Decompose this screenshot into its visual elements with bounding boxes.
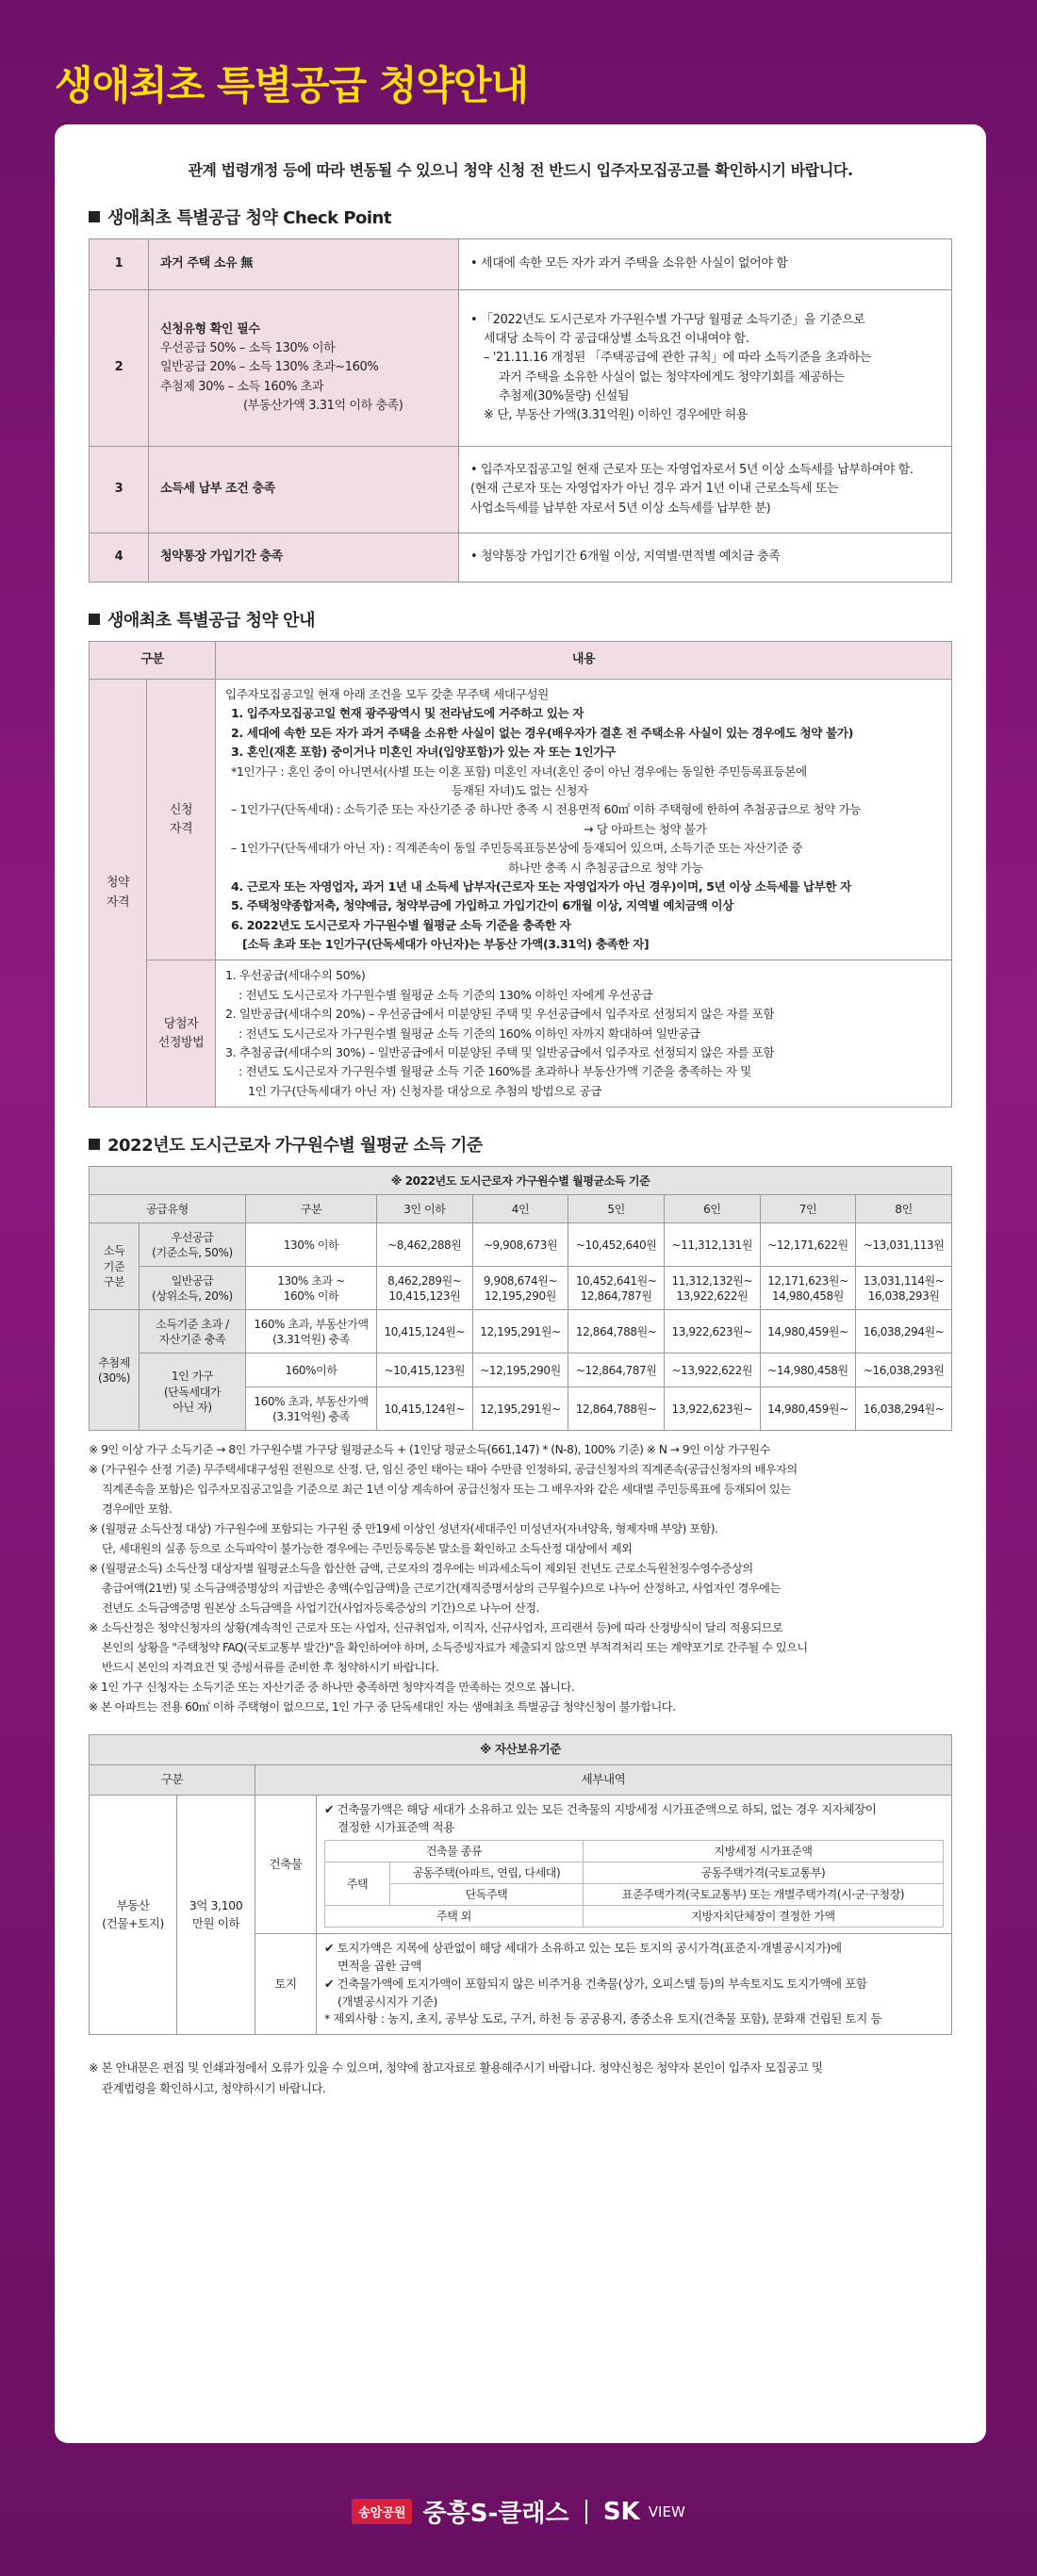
- asset-table: ※ 자산보유기준 구분 세부내역 부동산 (건물+토지) 3억 3,100 만원 이하 건축물 ✔ 건축물가액은 해당 세대가 소유하고 있는 모든 건축물의 지방세정 시가표준액으로 하되, 없는 경우 지자체장이 결정한 시가표준액 적용 건축물 종류 지방세정 시가표준액 주택 공동주택(아파트, 연립, 다세대) 공동주택가격(국토교통부) 단독주택 표준주택가격(국토교통부) 또는 개별주택가격(시·군·구청장) 주택 외 지방자치단체장이 결정한 가액 토지 ✔ 토지가액은 지목에 상관없이 해당 세대가 소유하고 있는 모든 토지의 공시가격(표준지·개별공시지가)에 면적을 곱한 금액 ✔ 건축물가액에 토지가액이 포함되지 않은 비주거용 건축물(상가, 오피스텔 등)의 부속토지도 토지가액에 포함 (개별공시지가 기준) * 제외사항 : 농지, 초지, 공부상 도로, 구거, 하천 등 공공용지, 종중소유 토지(건축물 포함), 문화재 건립된 토지 등: [89, 1734, 952, 2035]
- brand-logo: [0, 2494, 1037, 2529]
- section-heading-guide: 생애최초 특별공급 청약 안내: [55, 607, 986, 632]
- view-logo: VIEW: [648, 2502, 685, 2520]
- building-price-table: 건축물 종류 지방세정 시가표준액 주택 공동주택(아파트, 연립, 다세대) 공동주택가격(국토교통부) 단독주택 표준주택가격(국토교통부) 또는 개별주택가격(시·군·구청장) 주택 외 지방자치단체장이 결정한 가액: [324, 1840, 944, 1928]
- section-heading-income: 2022년도 도시근로자 가구원수별 월평균 소득 기준: [55, 1132, 986, 1157]
- page-title: 생애최초 특별공급 청약안내: [55, 62, 529, 108]
- brand-badge: 송암공원: [352, 2499, 412, 2524]
- checkpoint-table: [89, 238, 952, 582]
- square-bullet-icon: [89, 211, 100, 222]
- table-row: 3 소득세 납부 조건 충족 • 입주자모집공고일 현재 근로자 또는 자영업자로서 5년 이상 소득세를 납부하여야 함. (현재 근로자 또는 자영업자가 아닌 경우 과거 1년 이내 근로소득세 또는 사업소득세를 납부한 자로서 5년 이상 소득세를 납부한 분): [90, 447, 952, 533]
- content-card: [55, 124, 986, 2443]
- guide-table: 구분 내용 청약 자격 신청 자격 입주자모집공고일 현재 아래 조건을 모두 갖춘 무주택 세대구성원 1. 입주자모집공고일 현재 광주광역시 및 전라남도에 거주하고 있는 자 2. 세대에 속한 모든 자가 과거 주택을 소유한 사실이 없는 경우(배우자가 결혼 전 주택소유 사실이 있는 경우에도 청약 불가) 3. 혼인(재혼 포함) 중이거나 미혼인 자녀(입양포함)가 있는 자 또는 1인가구 *1인가구 : 혼인 중이 아니면서(사별 또는 이혼 포함) 미혼인 자녀(혼인 중이 아닌 경우에는 동일한 주민등록표등본에 등재된 자녀)도 없는 신청자 – 1인가구(단독세대) : 소득기준 또는 자산기준 중 하나만 충족 시 전용면적 60㎡ 이하 주택형에 한하여 추첨공급으로 청약 가능 → 당 아파트는 청약 불가 – 1인가구(단독세대가 아닌 자) : 직계존속이 동일 주민등록표등본상에 등재되어 있으며, 소득기준 또는 자산기준 중 하나만 충족 시 추첨공급으로 청약 가능 4. 근로자 또는 자영업자, 과거 1년 내 소득세 납부자(근로자 또는 자영업자가 아닌 경우)이며, 5년 이상 소득세를 납부한 자 5. 주택청약종합저축, 청약예금, 청약부금에 가입하고 가입기간이 6개월 이상, 지역별 예치금액 이상 6. 2022년도 도시근로자 가구원수별 월평균 소득 기준을 충족한 자 [소득 초과 또는 1인가구(단독세대가 아닌자)는 부동산 가액(3.31억) 충족한 자] 당첨자 선정방법 1. 우선공급(세대수의 50%) : 전년도 도시근로자 가구원수별 월평균 소득 기준의 130% 이하인 자에게 우선공급 2. 일반공급(세대수의 20%) – 우선공급에서 미분양된 주택 및 우선공급에서 입주자로 선정되지 않은 자를 포함 : 전년도 도시근로자 가구원수별 월평균 소득 기준의 160% 이하인 자까지 확대하여 일반공급 3. 추첨공급(세대수의 30%) – 일반공급에서 미분양된 주택 및 일반공급에서 입주자로 선정되지 않은 자를 포함 : 전년도 도시근로자 가구원수별 월평균 소득 기준 160%를 초과하나 부동산가액 기준을 충족하는 자 및 1인 가구(단독세대가 아닌 자) 신청자를 대상으로 추첨의 방법으로 공급: [89, 641, 952, 1108]
- square-bullet-icon: [89, 614, 100, 625]
- table-row: 4 청약통장 가입기간 충족 • 청약통장 가입기간 6개월 이상, 지역별·면적별 예치금 충족: [90, 533, 952, 582]
- income-notes: ※ 9인 이상 가구 소득기준 → 8인 가구원수별 가구당 월평균소득 + (1인당 평균소득(661,147) * (N-8), 100% 기준) ※ N → 9인 이상 가구원수 ※ (가구원수 산정 기준) 무주택세대구성원 전원으로 산정. 단, 임신 중인 태아는 태아 수만큼 인정하되, 공급신청자의 직계존속(공급신청자의 배우자의 직계존속을 포함)은 입주자모집공고일을 기준으로 최근 1년 이상 계속하여 공급신청자 또는 그 배우자와 같은 세대별 주민등록표에 등재되어 있는 경우에만 포함. ※ (월평균 소득산정 대상) 가구원수에 포함되는 가구원 중 만19세 이상인 성년자(세대주인 미성년자(자녀양육, 형제자매 부양) 포함). 단, 세대원의 실종 등으로 소득파악이 불가능한 경우에는 주민등록등본 말소를 확인하고 소득산정 대상에서 제외 ※ (월평균소득) 소득산정 대상자별 월평균소득을 합산한 금액, 근로자의 경우에는 비과세소득이 제외된 전년도 근로소득원천징수영수증상의 총급여액(21번) 및 소득금액증명상의 지급받은 총액(수입금액)을 근로기간(재직증명서상의 근무월수)으로 나누어 산정하고, 사업자인 경우에는 전년도 소득금액증명 원본상 소득금액을 사업기간(사업자등록증상의 기간)으로 나누어 산정. ※ 소득산정은 청약신청자의 상황(계속적인 근로자 또는 사업자, 신규취업자, 이직자, 신규사업자, 프리랜서 등)에 따라 산정방식이 달리 적용되므로 본인의 상황을 "주택청약 FAQ(국토교통부 발간)"을 확인하여야 하며, 소득증빙자료가 제출되지 않으면 부적격처리 또는 계약포기로 간주될 수 있으니 반드시 본인의 자격요건 및 증빙서류를 준비한 후 청약하시기 바랍니다. ※ 1인 가구 신청자는 소득기준 또는 자산기준 중 하나만 충족하면 청약자격을 만족하는 것으로 봅니다. ※ 본 아파트는 전용 60㎡ 이하 주택형이 없으므로, 1인 가구 중 단독세대인 자는 생애최초 특별공급 청약신청이 불가합니다.: [89, 1443, 808, 1714]
- table-row: 1 과거 주택 소유 無 • 세대에 속한 모든 자가 과거 주택을 소유한 사실이 없어야 함: [90, 239, 952, 290]
- sk-logo: SK: [602, 2497, 640, 2526]
- brand-name: 중흥S-클래스: [422, 2500, 569, 2528]
- square-bullet-icon: [89, 1139, 100, 1150]
- section-heading-check: 생애최초 특별공급 청약 Check Point: [55, 205, 986, 229]
- logo-divider: [585, 2500, 587, 2524]
- footnote: ※ 본 안내문은 편집 및 인쇄과정에서 오류가 있을 수 있으며, 청약에 참고자료로 활용해주시기 바랍니다. 청약신청은 청약자 본인이 입주자 모집공고 및 관계법령을 확인하시고, 청약하시기 바랍니다.: [89, 2060, 823, 2095]
- table-row: 2 신청유형 확인 필수 우선공급 50% – 소득 130% 이하 일반공급 20% – 소득 130% 초과~160% 추첨제 30% – 소득 160% 초과 (부동산가액 3.31억 이하 충족) • 「2022년도 도시근로자 가구원수별 가구당 월평균 소득기준」을 기준으로 세대당 소득이 각 공급대상별 소득요건 이내여야 함. – '21.11.16 개정된 「주택공급에 관한 규칙」에 따라 소득기준을 초과하는 과거 주택을 소유한 사실이 없는 청약자에게도 청약기회를 제공하는 추첨제(30%물량) 신설됨 ※ 단, 부동산 가액(3.31억원) 이하인 경우에만 허용: [90, 290, 952, 447]
- income-table: ※ 2022년도 도시근로자 가구원수별 월평균소득 기준 공급유형 구분 3인 이하 4인 5인 6인 7인 8인 소득 기준 구분 우선공급 (기준소득, 50%) 130% 이하 ~8,462,288원 ~9,908,673원 ~10,452,640원 ~11,312,131원 ~12,171,622원 ~13,031,113원 일반공급 (상위소득, 20%) 130% 초과 ~ 160% 이하 8,462,289원~ 10,415,123원 9,908,674원~ 12,195,290원 10,452,641원~ 12,864,787원 11,312,132원~ 13,922,622원 12,171,623원~ 14,980,458원 13,031,114원~ 16,038,293원 추첨제 (30%) 소득기준 초과 / 자산기준 충족 160% 초과, 부동산가액 (3.31억원) 충족 10,415,124원~ 12,195,291원~ 12,864,788원~ 13,922,623원~ 14,980,459원~ 16,038,294원~ 1인 가구 (단독세대가 아닌 자) 160%이하 ~10,415,123원 ~12,195,290원 ~12,864,787원 ~13,922,622원 ~14,980,458원 ~16,038,293원 160% 초과, 부동산가액 (3.31억원) 충족 10,415,124원~ 12,195,291원~ 12,864,788원~ 13,922,623원~ 14,980,459원~ 16,038,294원~: [89, 1166, 952, 1431]
- notice-text: 관계 법령개정 등에 따라 변동될 수 있으니 청약 신청 전 반드시 입주자모집공고를 확인하시기 바랍니다.: [188, 161, 853, 179]
